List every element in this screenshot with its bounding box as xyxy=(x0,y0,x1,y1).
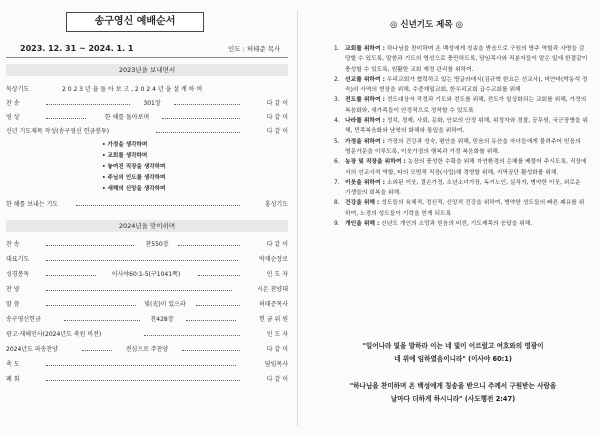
prayer-item xyxy=(334,157,588,178)
row-content: 찬550장 xyxy=(145,241,169,248)
dot-leader xyxy=(186,320,236,321)
prayer-item xyxy=(334,198,588,219)
dot-leader xyxy=(82,350,112,351)
row-content: 찬428장 xyxy=(150,316,174,323)
section-2024-header: 2024년을 맞이하며 xyxy=(6,220,288,232)
prayer-heading: 이웃을 위하여 : xyxy=(345,179,385,186)
scripture-quote-isaiah xyxy=(314,340,592,366)
prayer-heading: 농장 및 직장을 위하여 : xyxy=(345,159,406,166)
prayer-point: • 주님의 인도를 생각하며 xyxy=(102,173,165,184)
order-row xyxy=(6,360,288,370)
dot-leader xyxy=(198,275,240,276)
row-leader: 담임목사 xyxy=(264,361,288,368)
prayer-text: 소외된 이웃, 결손가정, 소년소녀가장, 독거노인, 실직자, 병약한 이웃, 외로운 기생들의 회복을 위해. xyxy=(345,179,581,197)
prayer-text: 전도대상자 작정과 기도와 전도를 위해, 전도가 일상화되는 교회를 위해, 가정의 복음화와, 새가족들이 안정적으로 정착할 수 있도록 xyxy=(345,97,587,114)
row-label: 찬 송 xyxy=(6,241,20,248)
row-leader: 박재순장로 xyxy=(259,256,288,263)
verse-line: "일어나라 빛을 발하라 이는 네 빛이 이르렀고 여호와의 영광이 xyxy=(362,342,544,350)
row-label: 2024년도 파송찬양 xyxy=(6,346,58,353)
row-label: 말 씀 xyxy=(6,301,20,308)
prayer-number: 1. xyxy=(334,46,340,52)
row-leader: 다 같 이 xyxy=(266,128,288,135)
divider xyxy=(6,57,288,58)
prayer-number: 4. xyxy=(334,118,340,125)
prayer-text: 농장의 풍성한 수확을 위해 자연환경의 은혜를 베풀어 주시도록, 직장에서의 선교사적 역할, 타의 모범적 직장(사업)체 경영할 위해, 지역공단 활성화를 위해. xyxy=(345,159,587,176)
prayer-text: 가정의 건강과 성숙, 평안을 위해, 믿음의 유산을 자녀들에게 물려주어 믿음의 명문가문을 이루도록, 이웃가정의 행복과 가정 복음화를 위해. xyxy=(345,138,581,155)
prayer-number: 2. xyxy=(334,76,340,83)
verse-line: "하나님을 찬미하며 온 백성에게 칭송을 받으니 주께서 구원받는 사람을 xyxy=(349,382,557,390)
row-label: 한 해를 보내는 기도 xyxy=(6,201,59,208)
row-leader: 다 같 이 xyxy=(266,114,288,121)
section-2023-header: 2023년을 보내면서 xyxy=(6,64,288,76)
row-content: 2 0 2 3 년 을 돌 아 보 고 , 2 0 2 4 년 을 설 계 하 며 xyxy=(62,86,203,93)
row-label: 폐 회 xyxy=(6,376,20,383)
row-leader: 인 도 자 xyxy=(266,331,288,338)
prayer-point: • 새해의 신앙을 생각하며 xyxy=(102,184,165,195)
row-leader: 허태준목사 xyxy=(259,301,288,308)
row-content: 한 해를 돌아보며 xyxy=(104,114,150,121)
verse-line: 날마다 더하게 하시니라" (사도행전 2:47) xyxy=(390,395,516,403)
prayer-points-list xyxy=(102,140,165,195)
order-row xyxy=(6,99,288,109)
prayer-heading: 가정을 위하여 : xyxy=(345,138,385,145)
dot-leader xyxy=(46,260,238,261)
prayer-point: • 놓여진 직장을 생각하며 xyxy=(102,162,165,173)
dot-leader xyxy=(46,104,130,105)
prayer-list xyxy=(334,44,588,229)
preacher-label: 인도 : 허태준 목사 xyxy=(228,45,281,53)
prayer-number: 9. xyxy=(334,221,340,228)
order-row xyxy=(6,285,288,295)
row-content: 301장 xyxy=(143,100,161,107)
row-leader: 다 같 이 xyxy=(266,100,288,107)
dot-leader xyxy=(156,132,240,133)
prayer-item xyxy=(334,178,588,199)
prayer-point: • 교회를 생각하며 xyxy=(102,151,165,162)
row-leader: 인 도 자 xyxy=(266,271,288,278)
dot-leader xyxy=(174,104,240,105)
prayer-text: 하나님을 찬미하며 온 백성에게 칭송을 받음으로 구원의 방주 역할과 사명을 감당할 수 있도록, 말씀과 기도의 영성으로 충만하도록, 담임목사와 직분자들이 맡은 일에 한결같이 충성할 수 있도록, 원활한 교회 재정 관리를 위하여. xyxy=(345,46,588,73)
prayer-heading: 개인을 위해 : xyxy=(345,221,380,228)
dot-leader xyxy=(182,350,240,351)
prayer-list-title: ◎ 신년기도 제목 ◎ xyxy=(390,20,463,30)
dot-leader xyxy=(46,290,232,291)
dot-leader xyxy=(144,335,240,336)
dot-leader xyxy=(196,305,240,306)
row-label: 성경봉독 xyxy=(6,271,30,278)
row-label: 광고·새해인사(2024년도 축원 비전) xyxy=(6,331,102,338)
prayer-item xyxy=(334,137,588,158)
prayer-number: 6. xyxy=(334,159,340,166)
row-content: 이사야60:1-5(구1041쪽) xyxy=(111,271,181,278)
prayer-item xyxy=(334,116,588,137)
prayer-point: • 가정을 생각하며 xyxy=(102,140,165,151)
order-row xyxy=(6,240,288,250)
prayer-heading: 전도를 위하여 : xyxy=(345,97,385,104)
verse-line: 네 위에 임하였음이니라" (이사야 60:1) xyxy=(394,355,512,363)
prayer-text: 성도들의 육체적, 정신적, 신앙적 건강을 위하여, 병약한 성도들의 빠른 쾌유를 위하여, 노경의 성도들이 기력을 얻게 되도록 xyxy=(345,200,585,217)
order-row xyxy=(6,345,288,355)
prayer-text: 신년도 개인의 소망과 믿음의 비전, 기도제목의 응답을 위해. xyxy=(381,221,533,228)
order-row xyxy=(6,375,288,385)
row-leader: 시온 찬양대 xyxy=(257,286,288,293)
row-leader: 다 같 이 xyxy=(266,346,288,353)
order-row xyxy=(6,127,288,137)
row-leader: 다 같 이 xyxy=(266,241,288,248)
dot-leader xyxy=(46,275,96,276)
order-row xyxy=(6,200,288,210)
dot-leader xyxy=(64,320,140,321)
prayer-heading: 건강을 위해 : xyxy=(345,200,380,207)
row-label: 묵상기도 xyxy=(6,86,30,93)
order-row xyxy=(6,330,288,340)
prayer-item xyxy=(334,44,588,75)
dot-leader xyxy=(178,245,240,246)
prayer-number: 8. xyxy=(334,200,340,207)
dot-leader xyxy=(46,245,134,246)
row-leader: 헌 금 위 원 xyxy=(259,316,288,323)
row-label: 송구영신헌금 xyxy=(6,316,41,323)
dot-leader xyxy=(46,305,136,306)
row-label: 찬 양 xyxy=(6,286,20,293)
order-row xyxy=(6,85,288,95)
prayer-heading: 교회를 위하여 : xyxy=(345,46,385,52)
dot-leader xyxy=(46,365,236,366)
page-fold xyxy=(297,10,298,426)
prayer-item xyxy=(334,95,588,116)
row-leader: 홍성기도 xyxy=(264,201,288,208)
order-row xyxy=(6,300,288,310)
row-label: 대표기도 xyxy=(6,256,30,263)
dot-leader xyxy=(76,205,240,206)
prayer-number: 5. xyxy=(334,138,340,145)
row-content: 전심으로 주찬양 xyxy=(125,346,169,353)
service-date: 2023. 12. 31 ~ 2024. 1. 1 xyxy=(20,44,134,53)
sermon-title: 빛(光)이 있으라 xyxy=(144,301,186,308)
prayer-number: 7. xyxy=(334,179,340,186)
bulletin-title: 송구영신 예배순서 xyxy=(66,12,204,32)
scripture-quote-acts xyxy=(314,380,592,406)
order-row xyxy=(6,255,288,265)
prayer-heading: 선교를 위하여 : xyxy=(345,76,385,83)
row-label: 축 도 xyxy=(6,361,20,368)
row-label: 신년 기도제목 작성(송구영신 헌금봉투) xyxy=(6,128,110,135)
dot-leader xyxy=(46,380,240,381)
prayer-text: 우리교회가 협력하고 있는 방글라데시(김규혁 한요은 선교사), 미얀마(박동석 정숙)의 사역의 현장을 위해, 수중재일교회, 한우리교회 급수교회를 위해 xyxy=(345,76,588,94)
prayer-number: 3. xyxy=(334,97,340,104)
order-row xyxy=(6,315,288,325)
prayer-item xyxy=(334,75,588,96)
row-label: 영 상 xyxy=(6,114,20,121)
order-row xyxy=(6,270,288,280)
row-label: 찬 송 xyxy=(6,100,20,107)
prayer-heading: 나라를 위하여 : xyxy=(345,118,385,125)
prayer-text: 정치, 경제, 사회, 문화, 안보의 안정 위해, 위정자와 경찰, 공무원, 국군장병을 위해, 민족복음화와 남북의 화해와 통일을 위하여. xyxy=(345,118,588,135)
order-row xyxy=(6,113,288,123)
prayer-item xyxy=(334,219,588,229)
dot-leader xyxy=(162,118,240,119)
row-leader: 다 같 이 xyxy=(266,376,288,383)
dot-leader xyxy=(46,118,86,119)
